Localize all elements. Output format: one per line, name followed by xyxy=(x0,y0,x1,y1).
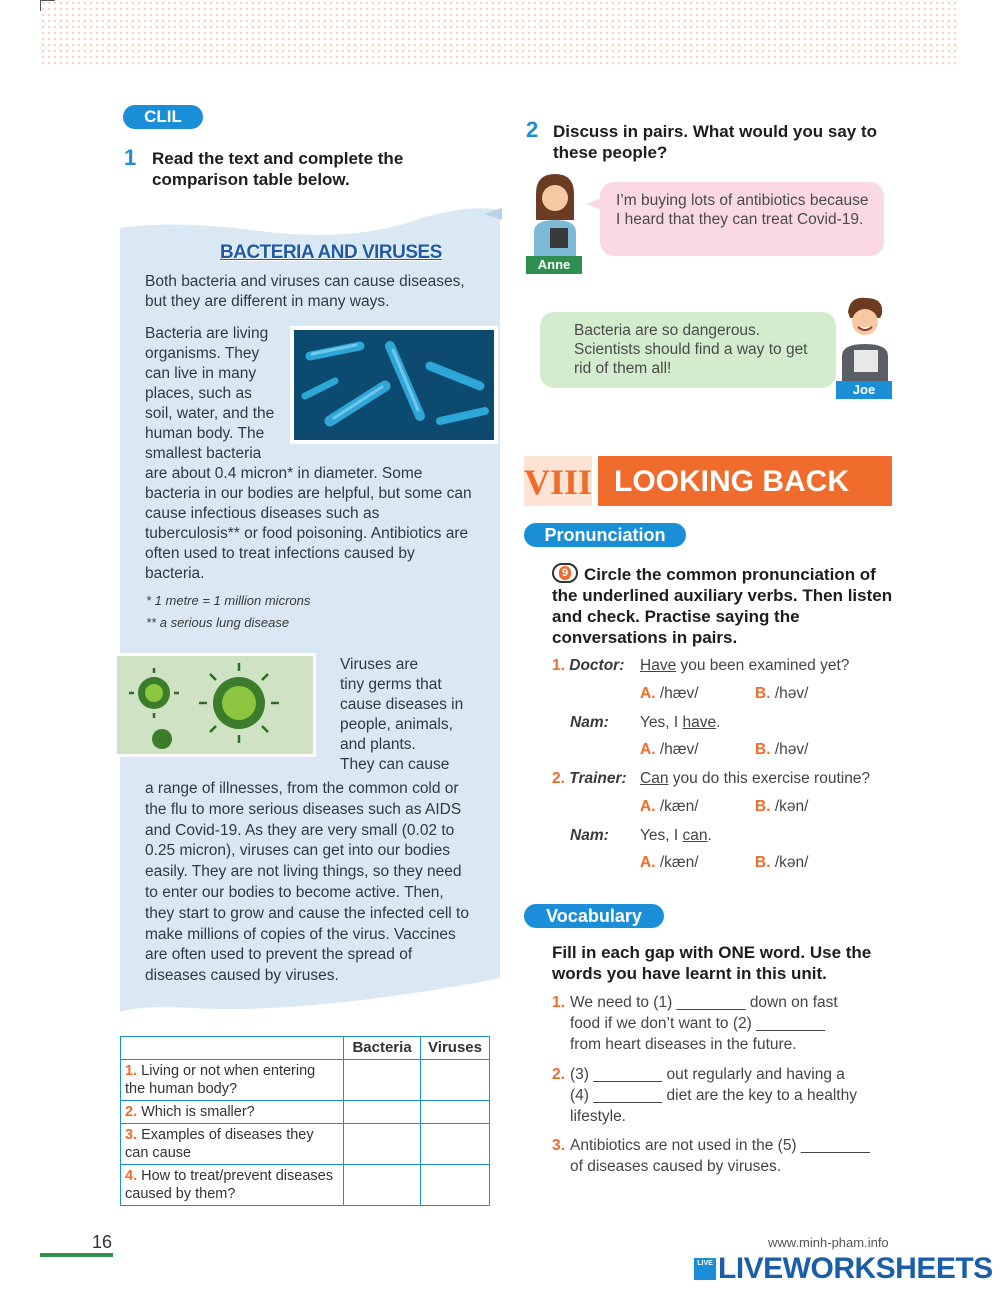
pron-item-1-nam xyxy=(570,712,609,733)
sentence-pre: Yes, I xyxy=(640,827,683,844)
task-number-1: 1 xyxy=(124,145,137,170)
viruses-answer-cell[interactable] xyxy=(421,1124,490,1165)
option-phonetic: /hæv/ xyxy=(659,685,699,702)
virus-line: tiny germs that xyxy=(340,676,442,693)
bacteria-line: places, such as xyxy=(145,385,252,402)
section-title: LOOKING BACK xyxy=(598,456,892,506)
question-text: Living or not when entering the human body? xyxy=(125,1063,316,1097)
question-text: How to treat/prevent diseases caused by them? xyxy=(125,1168,333,1202)
liveworksheets-logo-icon xyxy=(694,1258,716,1280)
anne-speech-bubble: I’m buying lots of antibiotics because I heard that they can treat Covid-19. xyxy=(600,182,884,256)
anne-bubble-tail xyxy=(586,196,602,212)
bacteria-line: can live in many xyxy=(145,365,257,382)
comparison-table xyxy=(120,1036,490,1206)
virus-paragraph-rest: a range of illnesses, from the common cold or the flu to more serious diseases such as AIDS and Covid-19. As they are very small (0.02 to 0.25 micron), viruses can get into our bodies easily. They are not living things, so they need to enter our bodies to become active. Then, they start to grow and cause the infected cell to make millions of copies of the virus. Vaccines are often used to prevent the spread of diseases caused by viruses. xyxy=(145,780,469,985)
joe-bubble-tail xyxy=(814,327,832,343)
sentence-post: . xyxy=(716,714,721,731)
option-letter: A. xyxy=(640,741,656,758)
underlined-auxiliary: Can xyxy=(640,770,669,787)
underlined-auxiliary: can xyxy=(682,827,708,844)
virus-line: cause diseases in xyxy=(340,696,464,713)
option-letter: A. xyxy=(640,854,656,871)
table-question xyxy=(121,1165,344,1206)
pron-option-a[interactable] xyxy=(640,796,699,817)
speaker-label: Nam: xyxy=(570,714,609,731)
vocab-line: We need to (1) ________ down on fast xyxy=(570,994,838,1011)
speaker-label: Nam: xyxy=(570,827,609,844)
task-1-instruction: Read the text and complete the comparison table below. xyxy=(152,149,404,189)
option-letter: A. xyxy=(640,798,656,815)
virus-image xyxy=(114,653,316,757)
question-text: Examples of diseases they can cause xyxy=(125,1127,314,1161)
table-header-row xyxy=(121,1037,490,1060)
virus-line: They can cause xyxy=(340,756,450,773)
page-number: 16 xyxy=(92,1232,113,1252)
pron-item-2-trainer xyxy=(552,768,627,789)
bacteria-answer-cell[interactable] xyxy=(344,1124,421,1165)
option-letter: B. xyxy=(755,741,771,758)
question-number: 1. xyxy=(125,1063,138,1079)
sentence-pre: Yes, I xyxy=(640,714,683,731)
pron-item-2-sentence xyxy=(640,768,870,789)
bacteria-line: Bacteria are living xyxy=(145,325,269,342)
pron-option-a[interactable] xyxy=(640,683,699,704)
vocab-item-2 xyxy=(552,1064,902,1127)
item-number: 1. xyxy=(552,994,565,1011)
pronunciation-badge: Pronunciation xyxy=(524,523,686,547)
vocab-line: of diseases caused by viruses. xyxy=(570,1158,782,1175)
vocab-line: lifestyle. xyxy=(570,1108,626,1125)
vocab-line: food if we don’t want to (2) ________ xyxy=(570,1015,826,1032)
anne-name-tag: Anne xyxy=(526,256,582,274)
option-phonetic: /həv/ xyxy=(774,741,809,758)
bacteria-line: human body. The xyxy=(145,425,265,442)
bacteria-line: smallest bacteria xyxy=(145,445,262,462)
clil-badge: CLIL xyxy=(123,105,203,129)
pron-item-2-nam xyxy=(570,825,609,846)
footnote-lung-disease: ** a serious lung disease xyxy=(146,615,290,630)
underlined-auxiliary: have xyxy=(682,714,717,731)
table-question xyxy=(121,1060,344,1101)
joe-avatar xyxy=(836,296,894,382)
table-header-empty xyxy=(121,1037,344,1060)
table-row xyxy=(121,1165,490,1206)
vocab-line: from heart diseases in the future. xyxy=(570,1036,797,1053)
joe-name-tag: Joe xyxy=(836,381,892,399)
speaker-label: Doctor: xyxy=(569,657,625,674)
section-number: VIII xyxy=(524,456,592,506)
vocab-line: Antibiotics are not used in the (5) ________ xyxy=(570,1137,870,1154)
table-row xyxy=(121,1101,490,1124)
audio-track-number: 9 xyxy=(559,566,571,580)
table-row xyxy=(121,1124,490,1165)
virus-line: and plants. xyxy=(340,736,416,753)
vocabulary-badge: Vocabulary xyxy=(524,904,664,928)
pron-option-b[interactable] xyxy=(755,852,808,873)
bacteria-line: organisms. They xyxy=(145,345,260,362)
option-phonetic: /kæn/ xyxy=(659,854,699,871)
option-letter: B. xyxy=(755,685,771,702)
option-letter: A. xyxy=(640,685,656,702)
sentence-post: you do this exercise routine? xyxy=(668,770,871,787)
pron-item-1-reply xyxy=(640,712,720,733)
table-question xyxy=(121,1124,344,1165)
corner-mark xyxy=(40,0,55,11)
page-number-underline xyxy=(40,1253,113,1257)
sentence-post: . xyxy=(707,827,712,844)
pron-item-1-doctor xyxy=(552,655,624,676)
virus-line: Viruses are xyxy=(340,656,419,673)
sentence-post: you been examined yet? xyxy=(676,657,850,674)
viruses-answer-cell[interactable] xyxy=(421,1060,490,1101)
vocab-item-1 xyxy=(552,992,902,1055)
question-number: 2. xyxy=(125,1104,138,1120)
table-question xyxy=(121,1101,344,1124)
speaker-label: Trainer: xyxy=(569,770,627,787)
item-number: 3. xyxy=(552,1137,565,1154)
item-number: 1. xyxy=(552,657,565,674)
option-phonetic: /kən/ xyxy=(774,798,809,815)
pron-option-b[interactable] xyxy=(755,683,808,704)
bacteria-image xyxy=(290,326,498,444)
vocab-line: (4) ________ diet are the key to a healthy xyxy=(570,1087,857,1104)
footnote-micron: * 1 metre = 1 million microns xyxy=(146,593,311,608)
option-letter: B. xyxy=(755,854,771,871)
vocab-line: (3) ________ out regularly and having a xyxy=(570,1066,845,1083)
pron-item-1-sentence xyxy=(640,655,849,676)
logo-letters: LIVE xyxy=(697,1260,713,1267)
bacteria-paragraph-rest: are about 0.4 micron* in diameter. Some bacteria in our bodies are helpful, but some can cause infectious diseases such as tuberculosis** or food poisoning. Antibiotics are often used to treat infections caused by bacteria. xyxy=(145,465,472,582)
question-number: 3. xyxy=(125,1127,138,1143)
virus-line: people, animals, xyxy=(340,716,453,733)
pron-item-2-reply xyxy=(640,825,712,846)
pron-option-a[interactable] xyxy=(640,739,699,760)
pron-option-b[interactable] xyxy=(755,796,808,817)
option-phonetic: /həv/ xyxy=(774,685,809,702)
article-title: BACTERIA AND VIRUSES xyxy=(220,242,442,263)
bacteria-answer-cell[interactable] xyxy=(344,1165,421,1206)
table-header-viruses: Viruses xyxy=(421,1037,490,1060)
option-phonetic: /kæn/ xyxy=(659,798,699,815)
article-intro: Both bacteria and viruses can cause diseases, but they are different in many ways. xyxy=(145,273,465,310)
question-number: 4. xyxy=(125,1168,138,1184)
vocab-item-3 xyxy=(552,1135,902,1177)
virus-paragraph-lines xyxy=(340,655,480,775)
task-number-2: 2 xyxy=(526,117,539,142)
pronunciation-instruction: Circle the common pronunciation of the underlined auxiliary verbs. Then listen and check. Practise saying the conversations in pairs. xyxy=(552,565,893,647)
option-letter: B. xyxy=(755,798,771,815)
item-number: 2. xyxy=(552,1066,565,1083)
task-2-instruction: Discuss in pairs. What would you say to these people? xyxy=(553,122,878,162)
bacteria-line: soil, water, and the xyxy=(145,405,275,422)
underlined-auxiliary: Have xyxy=(640,657,677,674)
website-url: www.minh-pham.info xyxy=(768,1235,889,1250)
table-header-bacteria: Bacteria xyxy=(344,1037,421,1060)
anne-avatar xyxy=(526,172,584,258)
question-text: Which is smaller? xyxy=(141,1104,255,1120)
joe-speech-bubble: Bacteria are so dangerous. Scientists should find a way to get rid of them all! xyxy=(540,312,836,388)
vocabulary-instruction: Fill in each gap with ONE word. Use the words you have learnt in this unit. xyxy=(552,943,872,983)
header-dot-pattern xyxy=(40,0,960,68)
viruses-answer-cell[interactable] xyxy=(421,1101,490,1124)
viruses-answer-cell[interactable] xyxy=(421,1165,490,1206)
bacteria-paragraph-lines xyxy=(145,324,295,464)
liveworksheets-brand[interactable]: LIVEWORKSHEETS xyxy=(718,1252,993,1285)
item-number: 2. xyxy=(552,770,565,787)
bacteria-answer-cell[interactable] xyxy=(344,1101,421,1124)
option-phonetic: /hæv/ xyxy=(659,741,699,758)
pron-option-b[interactable] xyxy=(755,739,808,760)
table-row xyxy=(121,1060,490,1101)
bacteria-answer-cell[interactable] xyxy=(344,1060,421,1101)
option-phonetic: /kən/ xyxy=(774,854,809,871)
pron-option-a[interactable] xyxy=(640,852,699,873)
